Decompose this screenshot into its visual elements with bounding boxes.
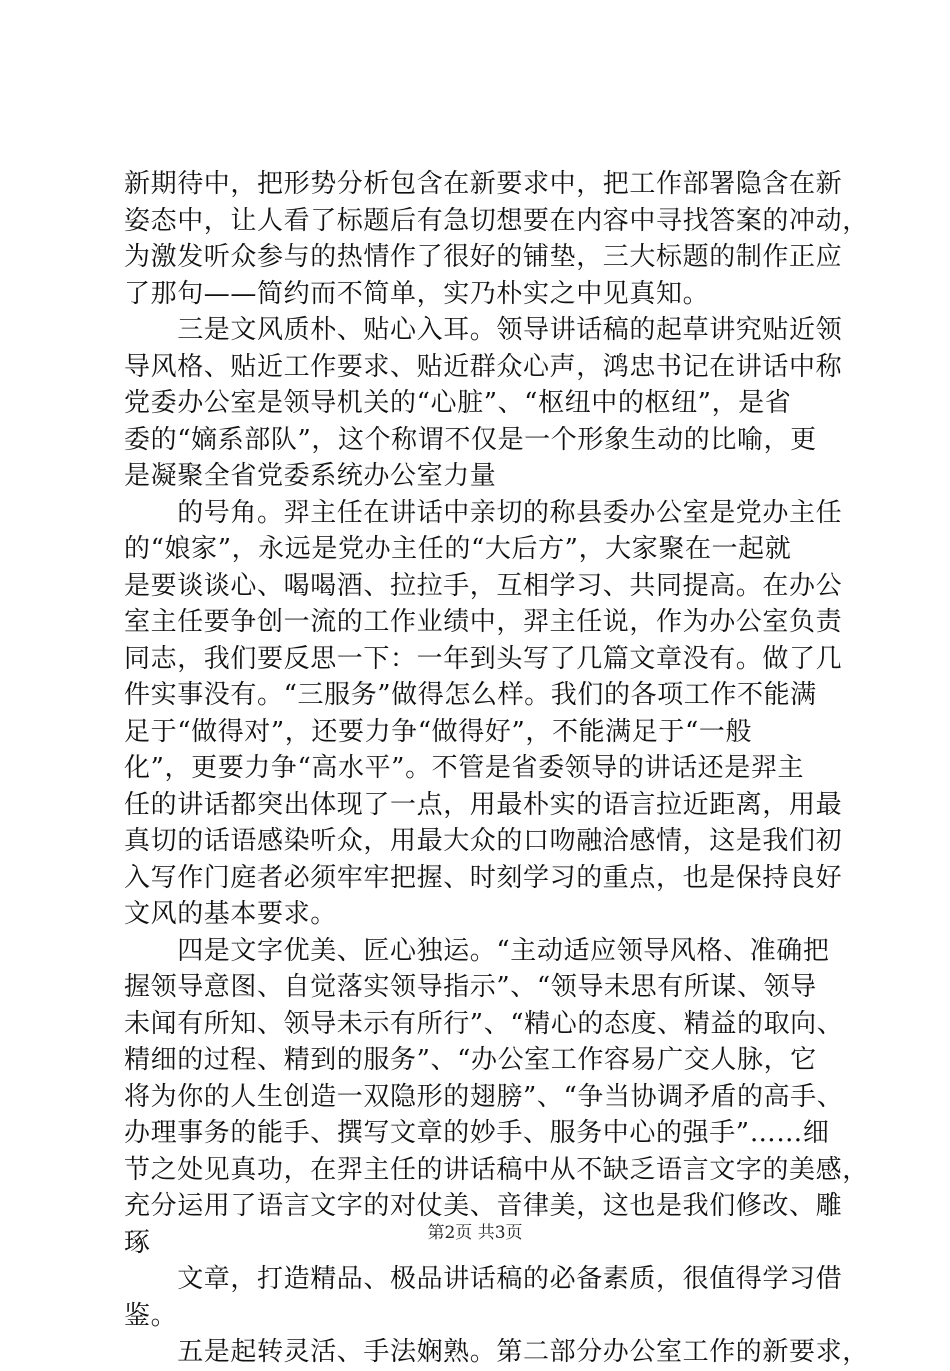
text-line: 导风格、贴近工作要求、贴近群众心声，鸿忠书记在讲话中称 bbox=[124, 351, 843, 382]
text-line: 三是文风质朴、贴心入耳。领导讲话稿的起草讲究贴近领 bbox=[124, 315, 843, 345]
text-line: 办理事务的能手、撰写文章的妙手、服务中心的强手”……细 bbox=[124, 1118, 830, 1148]
text-line: 了那句——简约而不简单，实乃朴实之中见真知。 bbox=[124, 278, 710, 309]
page-footer: 第2页 共3页 bbox=[427, 1223, 523, 1243]
text-line: 未闻有所知、领导未示有所行”、“精心的态度、精益的取向、 bbox=[124, 1008, 844, 1039]
body-text bbox=[124, 166, 869, 1371]
text-line: 节之处见真功，在羿主任的讲话稿中从不缺乏语言文字的美感， bbox=[124, 1154, 869, 1185]
text-line: 将为你的人生创造一双隐形的翅膀”、“争当协调矛盾的高手、 bbox=[124, 1081, 844, 1112]
text-line: 件实事没有。“三服务”做得怎么样。我们的各项工作不能满 bbox=[124, 680, 817, 710]
text-line: 琢 bbox=[124, 1227, 151, 1258]
text-line: 是要谈谈心、喝喝酒、拉拉手，互相学习、共同提高。在办公 bbox=[124, 570, 843, 601]
text-line: 委的“嫡系部队”，这个称谓不仅是一个形象生动的比喻，更 bbox=[124, 424, 817, 455]
text-line: 新期待中，把形势分析包含在新要求中，把工作部署隐含在新 bbox=[124, 169, 843, 199]
text-line: 入写作门庭者必须牢牢把握、时刻学习的重点，也是保持良好 bbox=[124, 862, 843, 893]
text-line: 姿态中，让人看了标题后有急切想要在内容中寻找答案的冲动， bbox=[124, 205, 869, 236]
text-line: 五是起转灵活、手法娴熟。第二部分办公室工作的新要求， bbox=[124, 1337, 869, 1367]
text-line: 足于“做得对”，还要力争“做得好”，不能满足于“一般 bbox=[124, 716, 753, 747]
text-line: 的号角。羿主任在讲话中亲切的称县委办公室是党办主任 bbox=[124, 497, 843, 528]
text-line: 任的讲话都突出体现了一点，用最朴实的语言拉近距离，用最 bbox=[124, 789, 843, 820]
text-line: 鉴。 bbox=[124, 1300, 178, 1331]
text-line: 真切的话语感染听众，用最大众的口吻融洽感情，这是我们初 bbox=[124, 826, 843, 856]
text-line: 文章，打造精品、极品讲话稿的必备素质，很值得学习借 bbox=[124, 1264, 843, 1294]
text-line: 充分运用了语言文字的对仗美、音律美，这也是我们修改、雕 bbox=[124, 1191, 843, 1221]
text-line: 精细的过程、精到的服务”、“办公室工作容易广交人脉，它 bbox=[124, 1045, 817, 1075]
text-line: 化”，更要力争“高水平”。不管是省委领导的讲话还是羿主 bbox=[124, 753, 805, 783]
text-line: 四是文字优美、匠心独运。“主动适应领导风格、准确把 bbox=[124, 935, 830, 966]
text-line: 党委办公室是领导机关的“心脏”、“枢纽中的枢纽”，是省 bbox=[124, 388, 792, 418]
text-line: 文风的基本要求。 bbox=[124, 899, 337, 929]
text-line: 的“娘家”，永远是党办主任的“大后方”，大家聚在一起就 bbox=[124, 534, 792, 564]
text-line: 同志，我们要反思一下：一年到头写了几篇文章没有。做了几 bbox=[124, 643, 843, 674]
text-line: 握领导意图、自觉落实领导指示”、“领导未思有所谋、领导 bbox=[124, 972, 817, 1002]
text-line: 为激发听众参与的热情作了很好的铺垫，三大标题的制作正应 bbox=[124, 242, 843, 272]
text-line: 室主任要争创一流的工作业绩中，羿主任说，作为办公室负责 bbox=[124, 607, 843, 637]
text-line: 是凝聚全省党委系统办公室力量 bbox=[124, 461, 497, 491]
